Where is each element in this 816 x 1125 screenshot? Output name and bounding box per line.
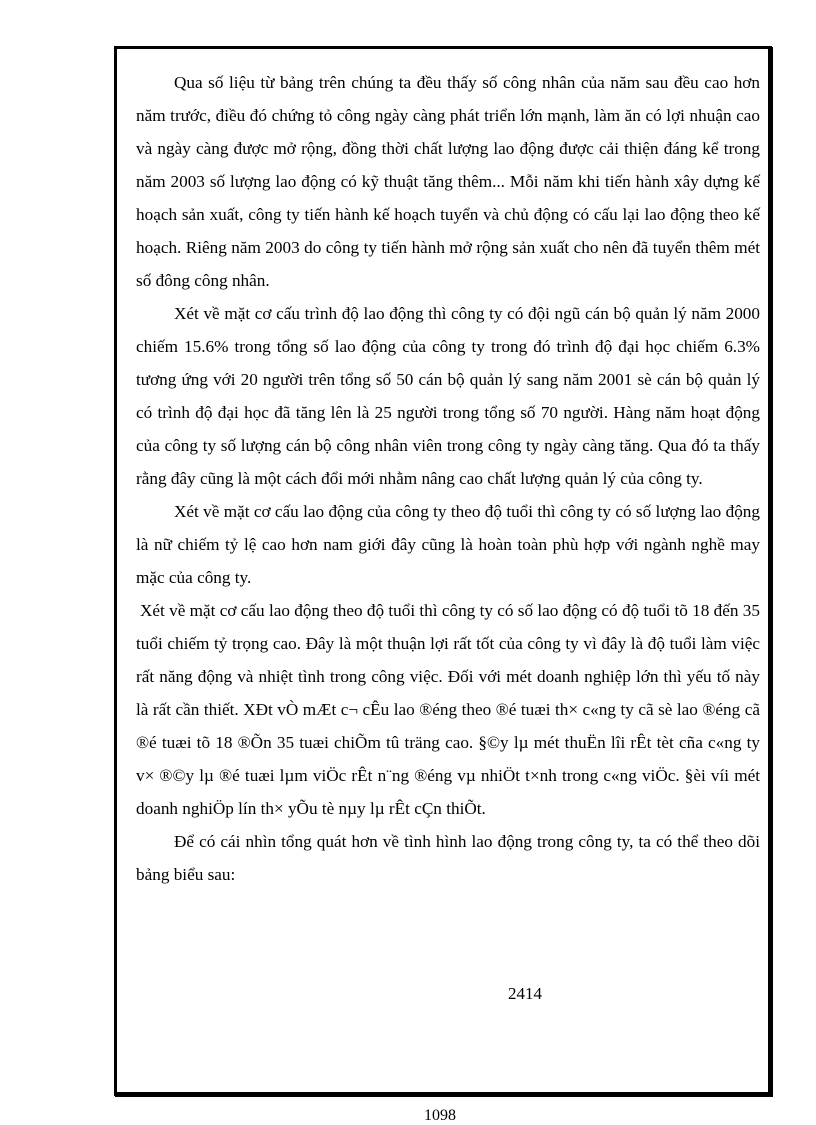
document-body xyxy=(136,66,760,891)
paragraph-age-structure: Xét về mặt cơ cấu lao động theo độ tuổi thì công ty có số lao động có độ tuổi tõ 18 đến 35 tuổi chiếm tỷ trọng cao. Đây là một thuận lợi rất tốt của công ty vì đây là độ tuổi làm việc rất năng động và nhiệt tình trong công việc. Đối với mét doanh nghiệp lớn thì yếu tố này là rất cần thiết. XÐt vÒ mÆt c¬ cÊu lao ®éng theo ®é tuæi th× c«ng ty cã sè lao ®éng cã ®é tuæi tõ 18 ®Õn 35 tuæi chiÕm tû träng cao. §©y lµ mét thuËn lîi rÊt tèt cña c«ng ty v× ®©y lµ ®é tuæi lµm viÖc rÊt n¨ng ®éng vµ nhiÖt t×nh trong c«ng viÖc. §èi víi mét doanh nghiÖp lín th× yÕu tè nµy lµ rÊt cÇn thiÕt. xyxy=(136,601,760,818)
figure-number: 2414 xyxy=(508,984,542,1003)
page-number: 1098 xyxy=(424,1107,456,1124)
paragraph-qualification-structure: Xét về mặt cơ cấu trình độ lao động thì công ty có đội ngũ cán bộ quản lý năm 2000 chiếm 15.6% trong tổng số lao động của công ty trong đó trình độ đại học chiếm 6.3% tương ứng với 20 người trên tổng số 50 cán bộ quản lý sang năm 2001 sè cán bộ quản lý có trình độ đại học đã tăng lên là 25 người trong tổng số 70 người. Hàng năm hoạt động của công ty số lượng cán bộ công nhân viên trong công ty ngày càng tăng. Qua đó ta thấy rằng đây cũng là một cách đổi mới nhằm nâng cao chất lượng quản lý của công ty. xyxy=(136,304,760,488)
paragraph-workforce-growth: Qua số liệu từ bảng trên chúng ta đều thấy số công nhân của năm sau đều cao hơn năm trước, điều đó chứng tỏ công ngày càng phát triển lớn mạnh, làm ăn có lợi nhuận cao và ngày càng được mở rộng, đồng thời chất lượng lao động được cải thiện đáng kể trong năm 2003 số lượng lao động có kỹ thuật tăng thêm... Mỗi năm khi tiến hành xây dựng kế hoạch sản xuất, công ty tiến hành kế hoạch tuyển và chủ động có cấu lại lao động theo kế hoạch. Riêng năm 2003 do công ty tiến hành mở rộng sản xuất cho nên đã tuyển thêm mét số đông công nhân. xyxy=(136,73,760,290)
paragraph-table-intro: Để có cái nhìn tổng quát hơn về tình hình lao động trong công ty, ta có thể theo dõi bảng biểu sau: xyxy=(136,832,760,884)
paragraph-gender-structure: Xét về mặt cơ cấu lao động của công ty theo độ tuổi thì công ty có số lượng lao động là nữ chiếm tỷ lệ cao hơn nam giới đây cũng là hoàn toàn phù hợp với ngành nghề may mặc của công ty. xyxy=(136,502,760,587)
